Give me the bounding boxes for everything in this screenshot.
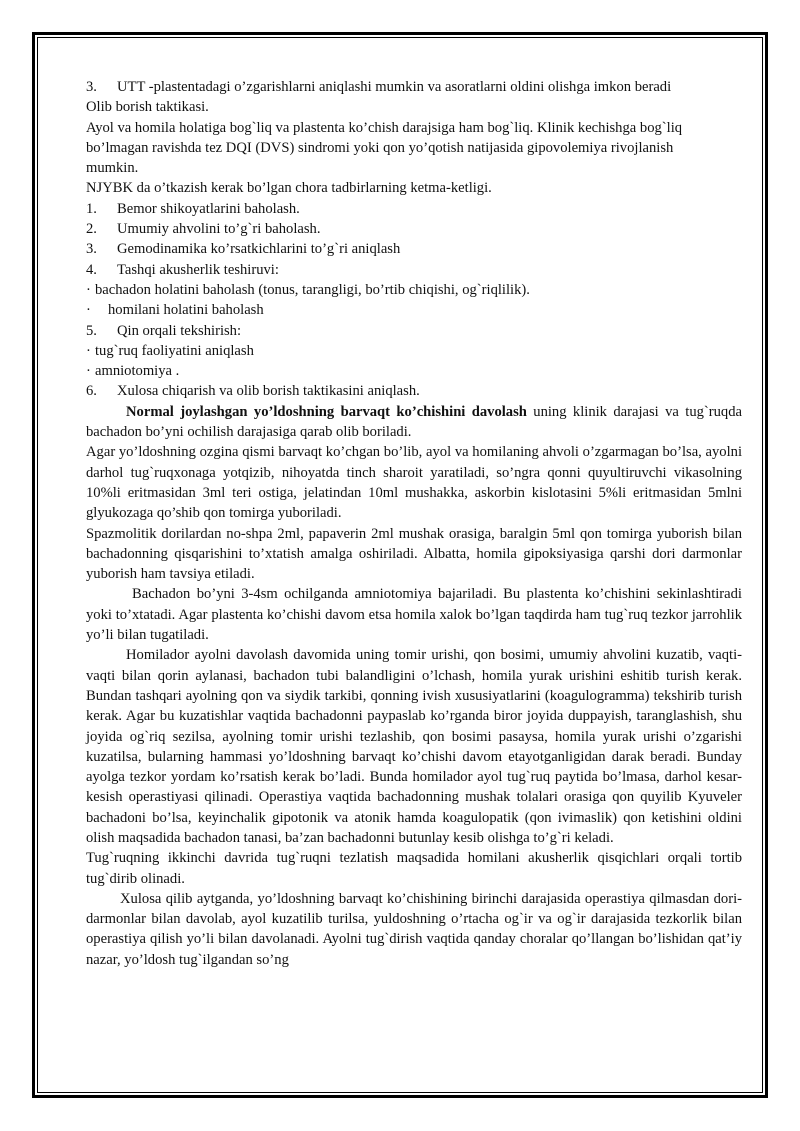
list-item: 4. Tashqi akusherlik teshiruvi: xyxy=(86,261,279,278)
list-item: 3. UTT -plastentadagi o’zgarishlarni aniqlashi mumkin va asoratlarni oldini olishga imkon beradi xyxy=(86,79,672,95)
paragraph: Normal joylashgan yo’ldoshning barvaqt ko’chishini davolash uning klinik darajasi va tug`ruqda bachadon bo’yni ochilish darajasiga qarab olib boriladi. xyxy=(86,403,742,441)
list-item: 6. Xulosa chiqarish va olib borish taktikasini aniqlash. xyxy=(86,383,420,400)
paragraph: Spazmolitik dorilardan no-shpa 2ml, papaverin 2ml mushak orasiga, baralgin 5ml qon tomirga yuborish bilan bachadonning qisqarishini to’xtatish amalga oshiriladi. Albatta, homila gipoksiyasiga qarshi dori darmonlar yuborish ham tavsiya etiladi. xyxy=(86,525,742,583)
bullet-item: · homilani holatini baholash xyxy=(86,302,264,319)
section-heading: Olib borish taktikasi. xyxy=(86,99,209,116)
paragraph: Ayol va homila holatiga bog`liq va plastenta ko’chish darajsiga ham bog`liq. Klinik kechishga bog`liq bo’lmagan ravishda tez DQI (DVS) sindromi yoki qon yo’qotish natijasida gipovolemiya rivojlanish mumkin. xyxy=(86,119,683,177)
paragraph: Tug`ruqning ikkinchi davrida tug`ruqni tezlatish maqsadida homilani akusherlik qisqichlari orqali tortib tug`dirib olinadi. xyxy=(86,850,742,887)
bullet-item: · tug`ruq faoliyatini aniqlash xyxy=(86,342,254,359)
list-item: 1. Bemor shikoyatlarini baholash. xyxy=(86,200,300,217)
paragraph: Homilador ayolni davolash davomida uning tomir urishi, qon bosimi, umumiy ahvolini kuzatib, vaqti-vaqti bilan qorin aylanasi, bachadon tubi balandligini o’lchash, homila yurak urishini eshitib turish kerak. Bundan tashqari ayolning qon va siydik tarkibi, qonning ivish xususiyatlarini (koagulogramma) tekshirib turish kerak. Agar bu kuzatishlar vaqtida bachadonni paypaslab ko’rganda biror joyida duppayish, taranglashish, shu joyida og`riq sezilsa, ayolning tomir urishi tezlashib, qon bosimi pasaysa, homila yurak urishi o’zgarishi kuzatilsa, bularning hammasi yo’ldoshning barvaqt ko’chishi davom etayotganligidan darak beradi. Bunday ayolga tezkor yordam ko’rsatish kerak bo’ladi. Bunda homilador ayol tug`ruq paytida bo’lmasa, darhol kesar-kesish operastiyasi qilinadi. Operastiya vaqtida bachadonning mushak tolalari orasiga qon quyilib Kyuveler bachadoni bo’lsa, keyinchalik gipotonik va atonik hamda koagulopatik (qon ivimaslik) qon ketishini oldini olish maqsadida bachadon tanasi, ba’zan bachadonni butunlay kesib olishga to’g`ri keladi. xyxy=(86,647,742,846)
list-item: 2. Umumiy ahvolini to’g`ri baholash. xyxy=(86,221,321,238)
bullet-item: · amniotomiya . xyxy=(86,363,180,380)
paragraph: Xulosa qilib aytganda, yo’ldoshning barvaqt ko’chishining birinchi darajasida operastiya qilmasdan dori-darmonlar bilan davolab, ayol kuzatilib turilsa, yuldoshning o’rtacha og`ir va og`ir darajasida tezkorlik bilan operastiya qilish yo’li bilan davolanadi. Ayolni tug`dirish vaqtida qanday choralar qo’llangan bo’lishidan qat’iy nazar, yo’ldosh tug`ilgandan so’ng xyxy=(86,890,742,968)
document-body xyxy=(86,77,742,970)
bullet-item: · bachadon holatini baholash (tonus, tarangligi, bo’rtib chiqishi, og`riqlilik). xyxy=(86,281,530,298)
list-item: 3. Gemodinamika ko’rsatkichlarini to’g`ri aniqlash xyxy=(86,241,401,258)
section-heading: NJYBK da o’tkazish kerak bo’lgan chora tadbirlarning ketma-ketligi. xyxy=(86,180,492,197)
paragraph: Agar yo’ldoshning ozgina qismi barvaqt ko’chgan bo’lib, ayol va homilaning ahvoli o’zgarmagan bo’lsa, ayolni darhol tug`ruqxonaga yotqizib, nihoyatda tinch sharoit yaratiladi, so’ngra qonni quyultiruvchi vikasolning 10%li eritmasidan 3ml teri ostiga, jelatindan 10ml mushakka, askorbin kislotasini 5%li eritmasidan 5mlni glyukozaga qo’shib qon tomirga yuboriladi. xyxy=(86,444,742,522)
paragraph: Bachadon bo’yni 3-4sm ochilganda amniotomiya bajariladi. Bu plastenta ko’chishini sekinlashtiradi yoki to’xtatadi. Agar plastenta ko’chishi davom etsa homila xalok bo’lgan taqdirda ham tug`ruq tezkor jarrohlik yo’li bilan tugatiladi. xyxy=(86,586,742,644)
list-item: 5. Qin orqali tekshirish: xyxy=(86,322,242,339)
